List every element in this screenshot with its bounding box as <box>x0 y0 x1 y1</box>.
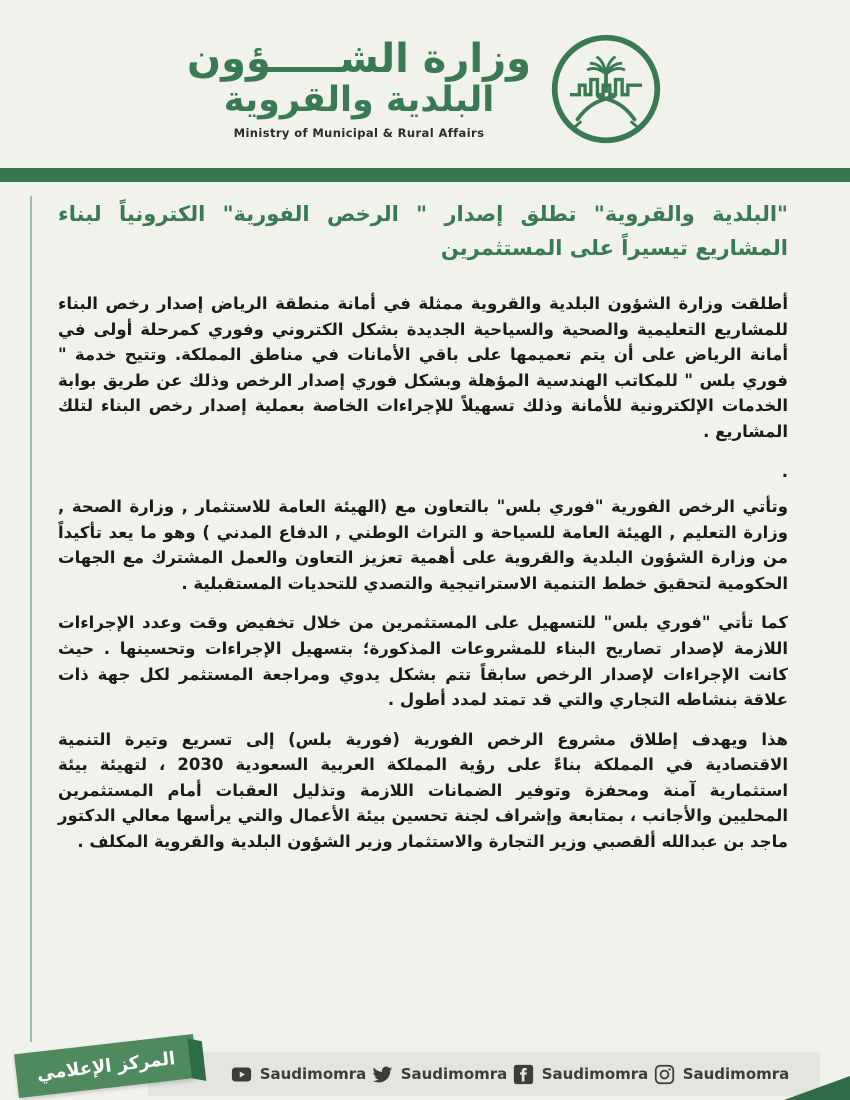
logo-arabic-line2: البلدية والقروية <box>223 79 495 120</box>
article-title: "البلدية والقروية" تطلق إصدار " الرخص الفورية" الكترونياً لبناء المشاريع تيسيراً على المستثمرين <box>58 202 788 260</box>
header-divider-bar <box>0 168 850 182</box>
article <box>0 182 850 854</box>
ministry-emblem-icon <box>549 32 663 146</box>
social-item-twitter[interactable] <box>372 1064 508 1085</box>
header <box>0 0 850 168</box>
paragraph-dot: . <box>781 461 788 481</box>
social-item-instagram[interactable] <box>654 1064 790 1085</box>
logo-arabic-line1: وزارة الشـــــؤون <box>186 35 532 82</box>
social-handle: Saudimomra <box>259 1065 367 1083</box>
paragraph-2: وتأتي الرخص الفورية "فوري بلس" بالتعاون مع (الهيئة العامة للاستثمار , وزارة الصحة , وزارة التعليم , الهيئة العامة للسياحة و التراث الوطني , الدفاع المدني ) وهو ما يعد تأكيداً من وزارة الشؤون البلدية والقروية على أهمية تعزيز التعاون والعمل المشترك مع الجهات الحكومية لتحقيق خطط التنمية الاستراتيجية والتصدي للتحديات المستقبلية . <box>58 497 788 593</box>
social-handle: Saudimomra <box>400 1065 508 1083</box>
left-accent-line <box>30 196 32 1042</box>
logo-text <box>186 35 532 141</box>
facebook-icon <box>513 1064 534 1085</box>
paragraph-1: أطلقت وزارة الشؤون البلدية والقروية ممثلة في أمانة منطقة الرياض إصدار رخص البناء للمشاريع التعليمية والصحية والسياحية الجديدة بشكل الكتروني وفوري كمرحلة أولى في أمانة الرياض على أن يتم تعميمها على باقي الأمانات في مناطق المملكة. وتتيح خدمة " فوري بلس " للمكاتب الهندسية المؤهلة وبشكل فوري إصدار الرخص وذلك عن طريق بوابة الخدمات الإلكترونية للأمانة وذلك تسهيلاً للإجراءات الخاصة بعملية إصدار رخص البناء لتلك المشاريع . <box>58 294 788 441</box>
instagram-icon <box>654 1064 675 1085</box>
twitter-icon <box>372 1064 393 1085</box>
social-item-facebook[interactable] <box>513 1064 649 1085</box>
social-bar <box>148 1052 820 1096</box>
social-handle: Saudimomra <box>541 1065 649 1083</box>
social-handle: Saudimomra <box>682 1065 790 1083</box>
logo-english-subtitle: Ministry of Municipal & Rural Affairs <box>233 126 485 141</box>
paragraph-4: هذا ويهدف إطلاق مشروع الرخص الفورية (فورية بلس) إلى تسريع وتيرة التنمية الاقتصادية في المملكة بناءً على رؤية المملكة العربية السعودية 2030 ، لتهيئة بيئة استثمارية آمنة ومحفزة وتوفير الضمانات اللازمة وتذليل العقبات أمام المستثمرين المحليين والأجانب ، بمتابعة وإشراف لجنة تحسين بيئة الأعمال والتي يرأسها معالي الدكتور ماجد بن عبدالله ألقصبي وزير التجارة والاستثمار وزير الشؤون البلدية والقروية المكلف . <box>58 729 788 851</box>
youtube-icon <box>231 1064 252 1085</box>
paragraph-3: كما تأتي "فوري بلس" للتسهيل على المستثمرين من خلال تخفيض وقت وعدد الإجراءات اللازمة لإصدار تصاريح البناء للمشروعات المذكورة؛ بتسهيل الإجراءات وتحسينها . حيث كانت الإجراءات لإصدار الرخص سابقاً تتم بشكل يدوي ومراجعة المستثمر لكل جهة ذات علاقة بنشاطه التجاري والتي قد تمتد لمدد أطول . <box>58 613 788 710</box>
media-center-label: المركز الإعلامي <box>35 1047 177 1085</box>
social-item-youtube[interactable] <box>231 1064 367 1085</box>
